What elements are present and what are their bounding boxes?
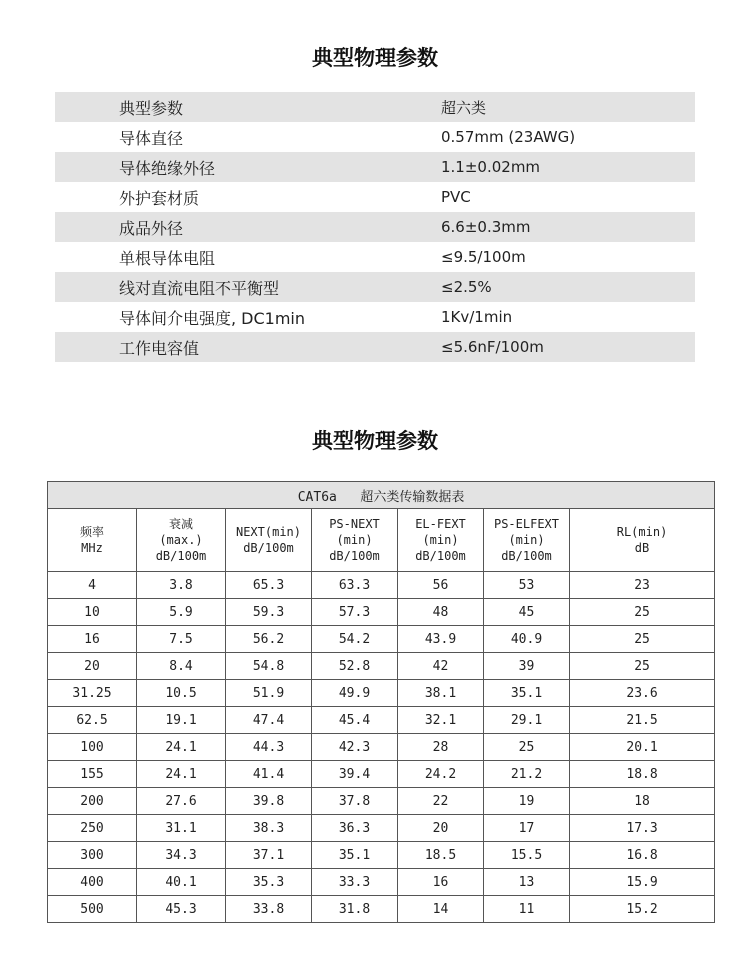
table-row [48,653,715,680]
table-cell: 14 [398,896,484,923]
spec-value: ≤9.5/100m [441,248,526,266]
table-cell: 100 [48,734,137,761]
table-cell: 47.4 [226,707,312,734]
table-cell: 4 [48,572,137,599]
table-cell: 27.6 [137,788,226,815]
table-cell: 17.3 [570,815,715,842]
spec-table [55,92,695,362]
table-row [48,626,715,653]
table-cell: 59.3 [226,599,312,626]
section-title-transmission: 典型物理参数 [312,429,438,453]
header-line: PS-NEXT [329,517,380,531]
spec-row [55,122,695,152]
table-row [48,896,715,923]
table-cell: 31.1 [137,815,226,842]
table-cell: 33.8 [226,896,312,923]
table-cell: 300 [48,842,137,869]
header-line: dB/100m [415,549,466,563]
table-row [48,842,715,869]
spec-value: ≤2.5% [441,278,492,296]
col-rl-header [570,509,715,572]
spec-row [55,332,695,362]
table-cell: 10.5 [137,680,226,707]
table-cell: 22 [398,788,484,815]
table-cell: 3.8 [137,572,226,599]
table-row [48,815,715,842]
table-cell: 155 [48,761,137,788]
spec-row [55,272,695,302]
table-cell: 250 [48,815,137,842]
table-cell: 51.9 [226,680,312,707]
table-cell: 40.9 [484,626,570,653]
transmission-data-table [47,481,715,923]
col-ps-elfext-header [484,509,570,572]
spec-value: ≤5.6nF/100m [441,338,544,356]
table-row [48,734,715,761]
spec-row [55,212,695,242]
table-cell: 18 [570,788,715,815]
table-row [48,869,715,896]
spec-row [55,152,695,182]
table-cell: 31.25 [48,680,137,707]
table-cell: 63.3 [312,572,398,599]
table-cell: 34.3 [137,842,226,869]
table-cell: 56 [398,572,484,599]
col-frequency-header [48,509,137,572]
table-cell: 25 [484,734,570,761]
table-cell: 23.6 [570,680,715,707]
spec-value: 1.1±0.02mm [441,158,541,176]
table-cell: 53 [484,572,570,599]
table-cell: 500 [48,896,137,923]
table-cell: 62.5 [48,707,137,734]
table-cell: 18.5 [398,842,484,869]
table-cell: 25 [570,626,715,653]
col-next-header [226,509,312,572]
table-cell: 41.4 [226,761,312,788]
table-cell: 42.3 [312,734,398,761]
table-row [48,572,715,599]
table-cell: 16.8 [570,842,715,869]
table-cell: 200 [48,788,137,815]
table-cell: 25 [570,599,715,626]
table-caption: CAT6a 超六类传输数据表 [48,482,715,509]
header-line: dB [634,541,650,555]
header-line: dB/100m [501,549,552,563]
header-line: (max.) [159,533,203,547]
section-title-physical-params: 典型物理参数 [312,46,438,70]
spec-row [55,92,695,122]
table-cell: 24.2 [398,761,484,788]
table-cell: 32.1 [398,707,484,734]
header-line: MHz [81,541,103,555]
table-cell: 21.2 [484,761,570,788]
table-cell: 21.5 [570,707,715,734]
header-line: 频率 [79,525,104,539]
header-line: NEXT(min) [235,525,302,539]
table-cell: 39 [484,653,570,680]
table-cell: 24.1 [137,734,226,761]
table-cell: 35.3 [226,869,312,896]
table-cell: 29.1 [484,707,570,734]
spec-label: 导体直径 [119,128,184,148]
spec-label: 外护套材质 [119,188,200,208]
spec-label: 典型参数 [119,98,184,118]
spec-label: 工作电容值 [119,338,200,358]
table-cell: 16 [398,869,484,896]
table-cell: 56.2 [226,626,312,653]
table-cell: 20 [398,815,484,842]
header-line: (min) [508,533,545,547]
spec-row [55,242,695,272]
header-line: 衰减 [168,517,193,531]
table-cell: 45.3 [137,896,226,923]
table-cell: 7.5 [137,626,226,653]
table-cell: 44.3 [226,734,312,761]
col-ps-next-header [312,509,398,572]
table-cell: 5.9 [137,599,226,626]
header-line: dB/100m [155,549,207,563]
table-row [48,761,715,788]
header-line: (min) [336,533,373,547]
spec-row [55,302,695,332]
spec-label: 导体绝缘外径 [119,158,216,178]
spec-label: 导体间介电强度, DC1min [119,308,306,328]
header-line: (min) [422,533,459,547]
header-line: PS-ELFEXT [493,517,560,531]
table-cell: 15.2 [570,896,715,923]
table-cell: 8.4 [137,653,226,680]
table-cell: 54.2 [312,626,398,653]
spec-row [55,182,695,212]
table-cell: 18.8 [570,761,715,788]
table-row [48,599,715,626]
table-cell: 19.1 [137,707,226,734]
table-cell: 40.1 [137,869,226,896]
table-cell: 65.3 [226,572,312,599]
table-cell: 16 [48,626,137,653]
table-cell: 57.3 [312,599,398,626]
table-cell: 10 [48,599,137,626]
table-row [48,707,715,734]
header-line: dB/100m [329,549,380,563]
col-attenuation-header [137,509,226,572]
table-cell: 19 [484,788,570,815]
spec-value: 6.6±0.3mm [441,218,531,236]
spec-label: 线对直流电阻不平衡型 [119,278,280,298]
spec-label: 单根导体电阻 [119,248,216,268]
table-cell: 35.1 [484,680,570,707]
spec-value: 0.57mm (23AWG) [441,128,576,146]
table-cell: 39.4 [312,761,398,788]
table-cell: 25 [570,653,715,680]
table-cell: 38.3 [226,815,312,842]
table-cell: 42 [398,653,484,680]
table-cell: 28 [398,734,484,761]
col-el-fext-header [398,509,484,572]
table-cell: 54.8 [226,653,312,680]
table-cell: 52.8 [312,653,398,680]
header-line: dB/100m [243,541,294,555]
table-cell: 45.4 [312,707,398,734]
table-cell: 17 [484,815,570,842]
table-cell: 31.8 [312,896,398,923]
spec-value: 1Kv/1min [441,308,513,326]
table-cell: 11 [484,896,570,923]
table-cell: 33.3 [312,869,398,896]
spec-label: 成品外径 [119,218,184,238]
table-cell: 15.9 [570,869,715,896]
table-cell: 37.1 [226,842,312,869]
table-cell: 20 [48,653,137,680]
table-row [48,680,715,707]
table-cell: 49.9 [312,680,398,707]
table-cell: 20.1 [570,734,715,761]
table-cell: 15.5 [484,842,570,869]
table-cell: 24.1 [137,761,226,788]
header-line: RL(min) [616,525,668,539]
table-cell: 38.1 [398,680,484,707]
table-cell: 23 [570,572,715,599]
spec-value: 超六类 [441,98,487,117]
table-row [48,788,715,815]
table-cell: 48 [398,599,484,626]
table-cell: 39.8 [226,788,312,815]
spec-value: PVC [441,188,471,206]
table-cell: 45 [484,599,570,626]
header-line: EL-FEXT [415,517,466,531]
table-cell: 36.3 [312,815,398,842]
table-cell: 35.1 [312,842,398,869]
table-cell: 400 [48,869,137,896]
table-cell: 37.8 [312,788,398,815]
table-cell: 13 [484,869,570,896]
table-cell: 43.9 [398,626,484,653]
